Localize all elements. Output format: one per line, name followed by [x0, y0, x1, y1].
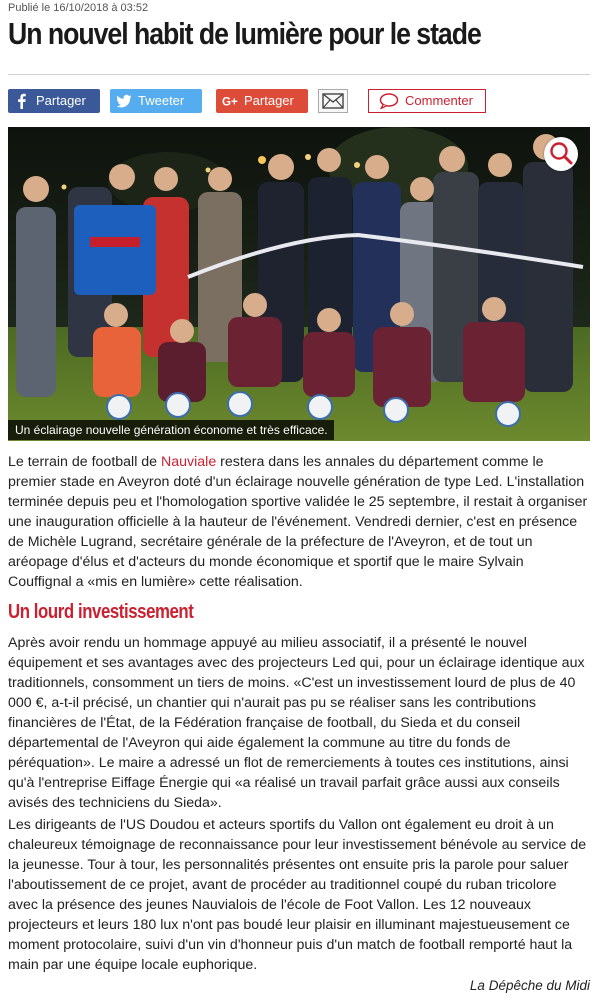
paragraph-1-rest: restera dans les annales du département comme le premier stade en Aveyron doté d'un éclairage nouvelle génération de type Led. L'installation terminée depuis peu et l'homologation sportive validée le 25 septembre, il restait à organiser une inauguration officielle à la hauteur de l'événement. Vendredi dernier, c'est en présence de Michèle Lugrand, secrétaire générale de la préfecture de l'Aveyron, et de tout un aréopage d'élus et d'acteurs du monde économique et sportif que le maire Sylvain Couffignal a «mis en lumière» cette réalisation.	[8, 454, 588, 590]
mail-icon	[319, 90, 347, 112]
article-signature: La Dépêche du Midi	[469, 978, 590, 993]
google-plus-icon	[222, 93, 238, 109]
twitter-share-label: Tweeter	[138, 93, 185, 108]
facebook-share-label: Partager	[36, 93, 86, 108]
facebook-icon	[14, 93, 30, 109]
paragraph-1-lead: Le terrain de football de	[8, 454, 162, 470]
paragraph-2: Après avoir rendu un hommage appuyé au milieu associatif, il a présenté le nouvel équipement et ses avantages avec des projecteurs Led qui, pour un éclairage identique aux traditionnels, consomment un tiers de moins. «C'est un investissement lourd de plus de 40 000 €, a-t-il précisé, un chantier qui n'aurait pas pu se réaliser sans les contributions financières de l'État, de la Fédération française de football, du Sieda et du conseil départemental de l'Aveyron qui aide également la commune au titre du fonds de péréquation». Le maire a adressé un flot de remerciements à toutes ces institutions, ainsi qu'à l'entreprise Eiffage Énergie qui «a réalisé un travail parfait grâce aussi aux conseils avisés des techniciens du Sieda».	[8, 635, 585, 811]
comment-label: Commenter	[405, 93, 473, 108]
photo-illustration	[8, 127, 590, 441]
publish-date: Publié le 16/10/2018 à 03:52	[8, 2, 149, 14]
google-plus-share-button[interactable]	[216, 89, 308, 113]
zoom-icon	[544, 137, 578, 171]
image-caption: Un éclairage nouvelle génération économe et très efficace.	[8, 420, 334, 440]
comment-button[interactable]	[368, 89, 486, 113]
subheading: Un lourd investissement	[8, 601, 194, 623]
comment-icon	[379, 93, 399, 109]
svg-text:G+: G+	[222, 96, 238, 109]
nauviale-link[interactable]: Nauviale	[161, 454, 217, 470]
facebook-share-button[interactable]	[8, 89, 100, 113]
google-plus-share-label: Partager	[244, 93, 294, 108]
email-share-button[interactable]	[318, 89, 348, 113]
zoom-button[interactable]	[544, 137, 578, 171]
paragraph-3: Les dirigeants de l'US Doudou et acteurs sportifs du Vallon ont également eu droit à un chaleureux témoignage de reconnaissance pour leur investissement bénévole au service de la jeunesse. Tour à tour, les personnalités présentes ont ensuite pris la parole pour saluer l'aboutissement de ce projet, avant de procéder au traditionnel coupé du ruban tricolore avec la présence des jeunes Nauvialois de l'école de Foot Vallon. Les 12 nouveaux projecteurs et leurs 180 lux n'ont pas boudé leur plaisir en illuminant majestueusement ce moment protocolaire, suivi d'un vin d'honneur puis d'un match de football remporté haut la main par une équipe locale euphorique.	[8, 817, 587, 973]
divider	[8, 74, 590, 75]
twitter-share-button[interactable]	[110, 89, 202, 113]
article-title: Un nouvel habit de lumière pour le stade	[8, 16, 481, 51]
paragraph-1	[8, 452, 590, 592]
article-photo[interactable]	[8, 127, 590, 441]
twitter-icon	[116, 93, 132, 109]
